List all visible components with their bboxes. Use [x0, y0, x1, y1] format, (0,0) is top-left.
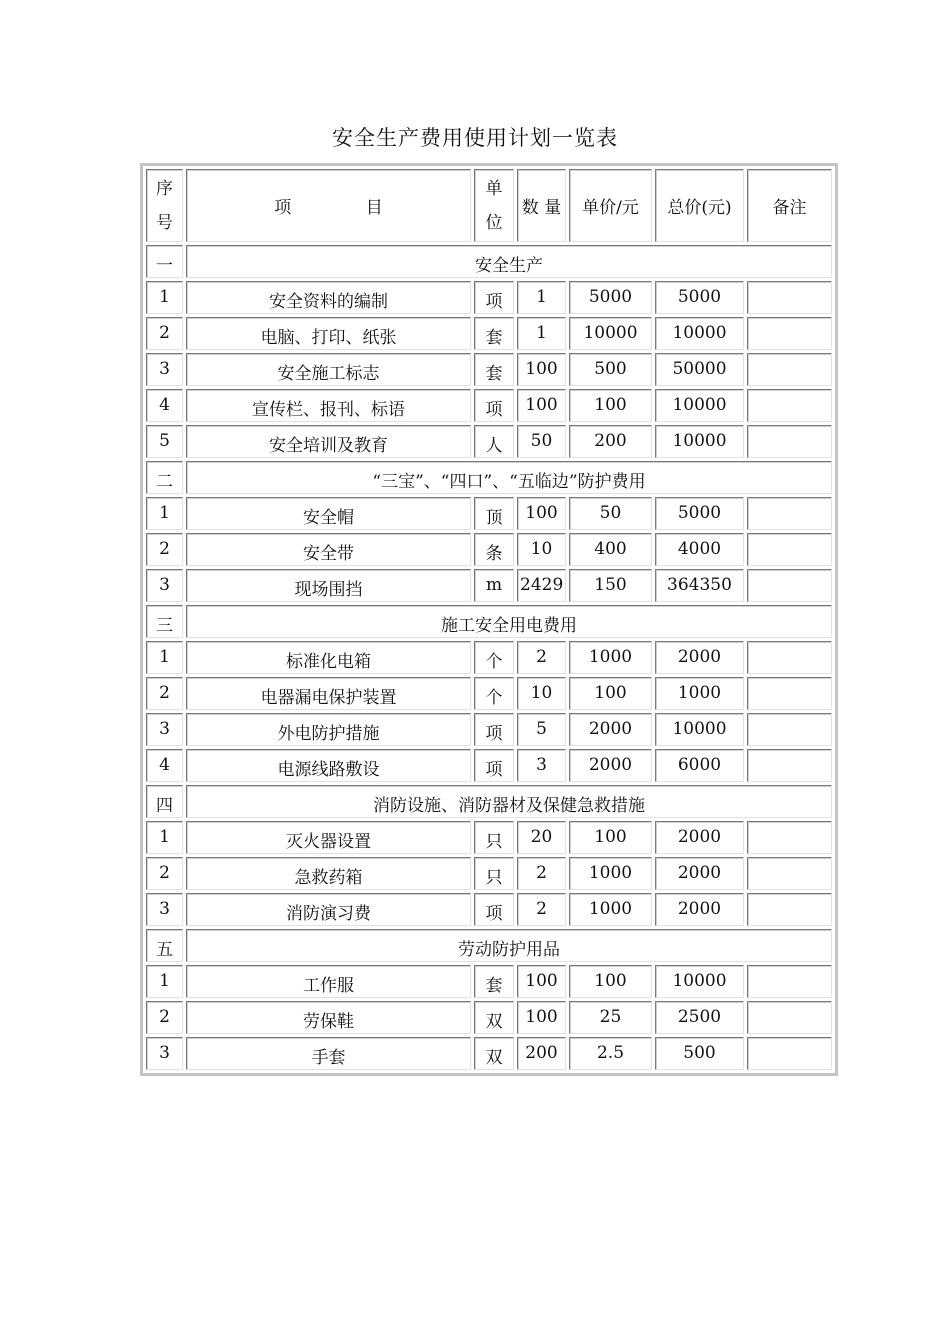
header-item [186, 169, 471, 242]
remark [747, 389, 832, 422]
remark [747, 425, 832, 458]
header-unit-price: 单价/元 [569, 169, 652, 242]
row-number: 1 [146, 821, 183, 854]
unit-price: 10000 [569, 317, 652, 350]
unit: 套 [474, 965, 514, 998]
item-name: 电器漏电保护装置 [186, 677, 471, 710]
section-number: 三 [146, 605, 183, 638]
unit-price: 2000 [569, 749, 652, 782]
section-row [146, 605, 832, 638]
table-row [146, 281, 832, 314]
unit-price: 1000 [569, 641, 652, 674]
remark [747, 965, 832, 998]
total-price: 10000 [655, 713, 744, 746]
unit-price: 400 [569, 533, 652, 566]
item-name: 电脑、打印、纸张 [186, 317, 471, 350]
table-row [146, 713, 832, 746]
unit: 套 [474, 317, 514, 350]
item-name: 灭火器设置 [186, 821, 471, 854]
unit-price: 100 [569, 389, 652, 422]
quantity: 2 [517, 893, 566, 926]
header-unit-line2: 位 [485, 212, 503, 233]
unit: 个 [474, 677, 514, 710]
quantity: 3 [517, 749, 566, 782]
item-name: 消防演习费 [186, 893, 471, 926]
remark [747, 713, 832, 746]
row-number: 2 [146, 317, 183, 350]
section-title: 劳动防护用品 [186, 929, 832, 962]
row-number: 1 [146, 641, 183, 674]
expense-plan-table-frame [140, 163, 838, 1076]
row-number: 3 [146, 353, 183, 386]
row-number: 3 [146, 569, 183, 602]
quantity: 5 [517, 713, 566, 746]
remark [747, 533, 832, 566]
item-name: 急救药箱 [186, 857, 471, 890]
unit-price: 100 [569, 821, 652, 854]
table-row [146, 533, 832, 566]
total-price: 5000 [655, 281, 744, 314]
quantity: 100 [517, 389, 566, 422]
total-price: 50000 [655, 353, 744, 386]
unit: 条 [474, 533, 514, 566]
item-name: 工作服 [186, 965, 471, 998]
section-number: 二 [146, 461, 183, 494]
unit-price: 1000 [569, 893, 652, 926]
section-number: 四 [146, 785, 183, 818]
total-price: 4000 [655, 533, 744, 566]
section-title: 消防设施、消防器材及保健急救措施 [186, 785, 832, 818]
table-row [146, 893, 832, 926]
table-row [146, 389, 832, 422]
total-price: 2500 [655, 1001, 744, 1034]
row-number: 2 [146, 533, 183, 566]
header-unit [474, 169, 514, 242]
header-qty: 数 量 [517, 169, 566, 242]
quantity: 10 [517, 533, 566, 566]
total-price: 500 [655, 1037, 744, 1070]
unit-price: 200 [569, 425, 652, 458]
row-number: 5 [146, 425, 183, 458]
unit: 套 [474, 353, 514, 386]
unit: 双 [474, 1037, 514, 1070]
row-number: 2 [146, 677, 183, 710]
table-row [146, 353, 832, 386]
remark [747, 641, 832, 674]
unit-price: 2.5 [569, 1037, 652, 1070]
remark [747, 281, 832, 314]
unit: 顶 [474, 497, 514, 530]
unit: 双 [474, 1001, 514, 1034]
header-unit-line1: 单 [485, 178, 503, 199]
total-price: 2000 [655, 893, 744, 926]
remark [747, 497, 832, 530]
item-name: 安全施工标志 [186, 353, 471, 386]
section-title: 安全生产 [186, 245, 832, 278]
quantity: 2 [517, 641, 566, 674]
section-title: 施工安全用电费用 [186, 605, 832, 638]
remark [747, 1001, 832, 1034]
table-row [146, 677, 832, 710]
total-price: 2000 [655, 641, 744, 674]
quantity: 100 [517, 965, 566, 998]
row-number: 3 [146, 1037, 183, 1070]
table-row [146, 821, 832, 854]
unit: 项 [474, 749, 514, 782]
unit: 人 [474, 425, 514, 458]
row-number: 1 [146, 281, 183, 314]
total-price: 5000 [655, 497, 744, 530]
unit: 项 [474, 281, 514, 314]
remark [747, 821, 832, 854]
unit: 项 [474, 389, 514, 422]
row-number: 4 [146, 389, 183, 422]
table-row [146, 569, 832, 602]
quantity: 1 [517, 281, 566, 314]
expense-plan-table [143, 166, 835, 1073]
remark [747, 569, 832, 602]
header-remark: 备注 [747, 169, 832, 242]
remark [747, 857, 832, 890]
total-price: 1000 [655, 677, 744, 710]
table-row [146, 1037, 832, 1070]
item-name: 宣传栏、报刊、标语 [186, 389, 471, 422]
item-name: 劳保鞋 [186, 1001, 471, 1034]
quantity: 2 [517, 857, 566, 890]
section-row [146, 785, 832, 818]
item-name: 安全培训及教育 [186, 425, 471, 458]
header-seq-line1: 序 [156, 178, 173, 199]
unit: 项 [474, 893, 514, 926]
unit: 只 [474, 857, 514, 890]
unit-price: 100 [569, 677, 652, 710]
row-number: 1 [146, 965, 183, 998]
unit-price: 500 [569, 353, 652, 386]
table-row [146, 425, 832, 458]
section-title: “三宝”、“四口”、“五临边”防护费用 [186, 461, 832, 494]
item-name: 标准化电箱 [186, 641, 471, 674]
item-name: 安全带 [186, 533, 471, 566]
quantity: 10 [517, 677, 566, 710]
unit-price: 2000 [569, 713, 652, 746]
unit-price: 150 [569, 569, 652, 602]
quantity: 20 [517, 821, 566, 854]
section-row [146, 461, 832, 494]
total-price: 2000 [655, 857, 744, 890]
section-number: 五 [146, 929, 183, 962]
quantity: 50 [517, 425, 566, 458]
quantity: 100 [517, 353, 566, 386]
row-number: 3 [146, 893, 183, 926]
row-number: 2 [146, 857, 183, 890]
item-name: 手套 [186, 1037, 471, 1070]
item-name: 外电防护措施 [186, 713, 471, 746]
header-seq-line2: 号 [156, 212, 173, 233]
total-price: 6000 [655, 749, 744, 782]
remark [747, 677, 832, 710]
table-row [146, 857, 832, 890]
item-name: 电源线路敷设 [186, 749, 471, 782]
unit: 个 [474, 641, 514, 674]
unit-price: 50 [569, 497, 652, 530]
total-price: 2000 [655, 821, 744, 854]
unit-price: 5000 [569, 281, 652, 314]
unit: m [474, 569, 514, 602]
table-row [146, 1001, 832, 1034]
header-item-part2: 目 [365, 198, 383, 218]
total-price: 10000 [655, 389, 744, 422]
document-title: 安全生产费用使用计划一览表 [332, 126, 618, 150]
unit-price: 25 [569, 1001, 652, 1034]
quantity: 100 [517, 497, 566, 530]
table-row [146, 641, 832, 674]
section-row [146, 245, 832, 278]
unit-price: 100 [569, 965, 652, 998]
item-name: 安全资料的编制 [186, 281, 471, 314]
row-number: 4 [146, 749, 183, 782]
unit: 项 [474, 713, 514, 746]
row-number: 2 [146, 1001, 183, 1034]
quantity: 2429 [517, 569, 566, 602]
total-price: 10000 [655, 317, 744, 350]
quantity: 100 [517, 1001, 566, 1034]
remark [747, 353, 832, 386]
table-row [146, 749, 832, 782]
unit-price: 1000 [569, 857, 652, 890]
total-price: 364350 [655, 569, 744, 602]
quantity: 1 [517, 317, 566, 350]
table-row [146, 497, 832, 530]
header-item-part1: 项 [274, 198, 292, 218]
remark [747, 1037, 832, 1070]
row-number: 1 [146, 497, 183, 530]
total-price: 10000 [655, 425, 744, 458]
total-price: 10000 [655, 965, 744, 998]
section-number: 一 [146, 245, 183, 278]
item-name: 现场围挡 [186, 569, 471, 602]
remark [747, 893, 832, 926]
table-row [146, 317, 832, 350]
table-row [146, 965, 832, 998]
row-number: 3 [146, 713, 183, 746]
unit: 只 [474, 821, 514, 854]
header-total: 总价(元) [655, 169, 744, 242]
remark [747, 749, 832, 782]
section-row [146, 929, 832, 962]
header-row [146, 169, 832, 242]
remark [747, 317, 832, 350]
header-seq [146, 169, 183, 242]
quantity: 200 [517, 1037, 566, 1070]
item-name: 安全帽 [186, 497, 471, 530]
